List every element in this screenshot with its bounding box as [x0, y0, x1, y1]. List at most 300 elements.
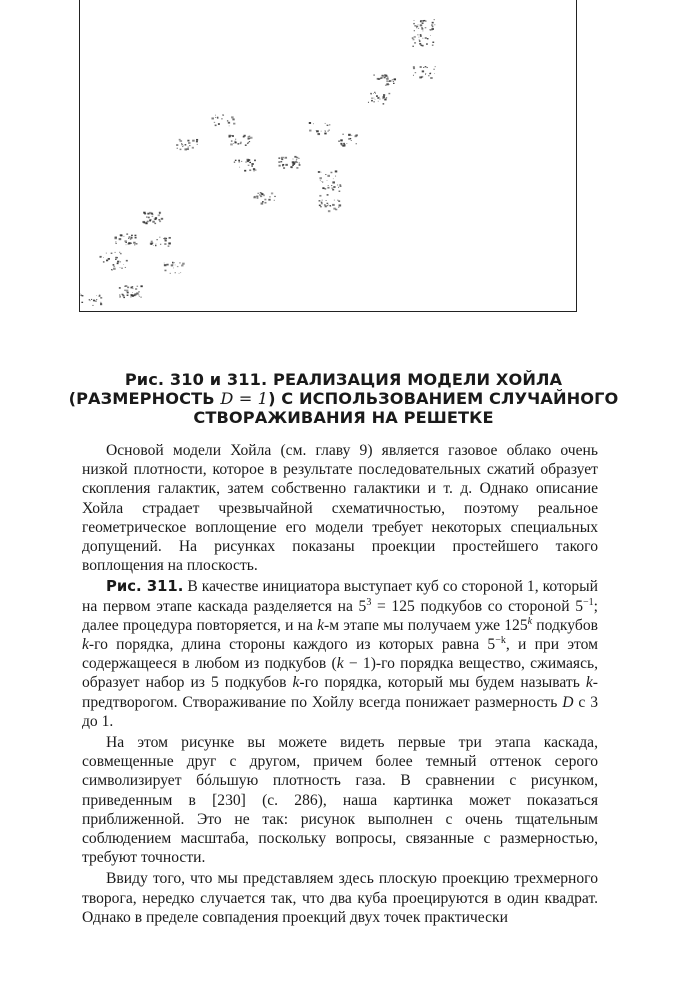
speckle-dot — [80, 295, 82, 296]
speckle-dot — [217, 117, 218, 118]
speckle-dot — [247, 143, 248, 144]
speckle-dot — [262, 201, 264, 202]
speckle-dot — [253, 170, 255, 171]
speckle-dot — [112, 270, 113, 271]
speckle-dot — [339, 191, 341, 192]
speckle-dot — [238, 161, 240, 162]
caption-math-d: D = 1 — [220, 389, 269, 408]
speckle-dot — [261, 203, 264, 205]
speckle-dot — [113, 266, 115, 267]
speckle-dot — [120, 234, 122, 236]
speckle-dot — [425, 37, 427, 39]
speckle-dot — [164, 263, 165, 264]
speckle-dot — [174, 262, 175, 263]
speckle-dot — [81, 302, 83, 303]
speckle-dot — [386, 97, 387, 98]
speckle-dot — [393, 83, 394, 84]
speckle-dot — [99, 295, 100, 296]
speckle-dot — [130, 287, 132, 288]
speckle-dot — [237, 143, 239, 144]
speckle-dot — [124, 290, 126, 291]
speckle-dot — [381, 75, 383, 76]
speckle-dot — [291, 167, 293, 169]
speckle-dot — [388, 93, 390, 94]
speckle-dot — [154, 218, 156, 220]
speckle-dot — [332, 189, 334, 191]
speckle-dot — [147, 213, 149, 215]
speckle-dot — [111, 253, 113, 254]
speckle-dot — [172, 262, 173, 263]
speckle-dot — [278, 161, 280, 163]
speckle-dot — [387, 77, 388, 78]
speckle-dot — [122, 295, 124, 297]
speckle-dot — [379, 99, 380, 100]
speckle-dot — [181, 265, 183, 267]
speckle-dot — [132, 288, 133, 289]
speckle-dot — [371, 98, 373, 99]
speckle-dot — [234, 162, 235, 163]
speckle-dot — [383, 96, 385, 98]
speckle-dot — [140, 285, 142, 287]
speckle-dot — [331, 185, 332, 186]
speckle-dot — [417, 34, 418, 35]
speckle-dot — [393, 81, 394, 82]
speckle-dot — [251, 165, 253, 166]
speckle-dot — [271, 192, 273, 194]
speckle-dot — [124, 286, 126, 287]
speckle-dot — [421, 27, 422, 28]
speckle-dot — [324, 204, 326, 205]
speckle-dot — [321, 181, 322, 182]
speckle-dot — [233, 143, 234, 144]
speckle-dot — [416, 26, 418, 28]
speckle-dot — [244, 135, 246, 137]
speckle-dot — [332, 181, 335, 183]
figure-caption — [60, 370, 627, 427]
speckle-dot — [249, 162, 251, 163]
speckle-dot — [386, 80, 388, 82]
speckle-dot — [375, 99, 376, 100]
speckle-dot — [113, 268, 116, 270]
speckle-dot — [150, 243, 152, 245]
speckle-dot — [152, 221, 154, 223]
speckle-dot — [89, 299, 90, 300]
speckle-dot — [337, 184, 338, 185]
speckle-dot — [211, 117, 213, 119]
speckle-dot — [416, 28, 417, 29]
speckle-dot — [238, 160, 240, 161]
speckle-dot — [115, 236, 117, 238]
speckle-dot — [425, 74, 426, 75]
speckle-dot — [420, 34, 422, 35]
speckle-dot — [320, 206, 322, 207]
speckle-dot — [117, 263, 119, 264]
speckle-dot — [280, 161, 282, 162]
speckle-dot — [131, 237, 133, 238]
speckle-dot — [278, 157, 280, 158]
speckle-dot — [227, 120, 228, 121]
speckle-dot — [342, 134, 343, 135]
speckle-dot — [264, 202, 266, 204]
speckle-dot — [175, 272, 176, 273]
speckle-dot — [432, 26, 434, 27]
speckle-dot — [335, 176, 336, 177]
speckle-dot — [154, 223, 156, 224]
speckle-dot — [435, 66, 436, 67]
speckle-dot — [126, 244, 127, 245]
speckle-dot — [136, 292, 138, 294]
speckle-dot — [413, 20, 414, 21]
speckle-dot — [384, 77, 386, 79]
speckle-dot — [188, 147, 189, 148]
speckle-dot — [422, 38, 423, 39]
speckle-dot — [127, 292, 129, 294]
speckle-dot — [229, 126, 230, 127]
speckle-dot — [136, 243, 138, 244]
speckle-dot — [257, 193, 258, 194]
speckle-dot — [340, 185, 342, 186]
speckle-dot — [281, 159, 283, 160]
speckle-dot — [181, 143, 182, 144]
speckle-dot — [130, 296, 131, 297]
speckle-dot — [274, 200, 275, 201]
speckle-dot — [144, 212, 145, 213]
speckle-dot — [137, 286, 138, 287]
speckle-dot — [100, 303, 102, 305]
speckle-dot — [127, 295, 129, 296]
caption-line-3: СТВОРАЖИВАНИЯ НА РЕШЕТКЕ — [193, 408, 494, 427]
speckle-dot — [159, 237, 160, 238]
speckle-dot — [432, 42, 434, 43]
speckle-dot — [427, 38, 429, 39]
speckle-dot — [292, 159, 293, 160]
speckle-dot — [100, 297, 102, 299]
speckle-dot — [149, 220, 151, 221]
speckle-dot — [320, 180, 321, 181]
speckle-dot — [163, 238, 164, 239]
speckle-dot — [133, 242, 135, 244]
speckle-dot — [115, 259, 116, 260]
speckle-dot — [296, 167, 298, 169]
speckle-dot — [181, 144, 183, 145]
speckle-dot — [134, 244, 135, 245]
speckle-dot — [125, 242, 126, 243]
speckle-dot — [427, 67, 428, 68]
speckle-dot — [330, 172, 332, 173]
speckle-dot — [422, 31, 423, 32]
speckle-dot — [120, 253, 122, 254]
speckle-dot — [159, 221, 161, 223]
speckle-dot — [425, 27, 427, 28]
speckle-dot — [430, 77, 432, 79]
speckle-dot — [119, 238, 122, 240]
speckle-dot — [429, 73, 431, 74]
speckle-dot — [132, 295, 134, 297]
speckle-dot — [179, 139, 181, 140]
speckle-dot — [249, 169, 251, 171]
speckle-dot — [123, 264, 124, 265]
speckle-dot — [131, 235, 133, 236]
speckle-dot — [144, 222, 146, 223]
speckle-dot — [338, 187, 339, 188]
speckle-dot — [179, 262, 180, 263]
speckle-dot — [351, 140, 352, 141]
speckle-dot — [284, 157, 287, 159]
speckle-dot — [164, 243, 166, 245]
speckle-dot — [373, 93, 374, 94]
speckle-dot — [338, 207, 339, 208]
speckle-dot — [414, 30, 415, 31]
speckle-dot — [121, 268, 122, 269]
speckle-dot — [420, 20, 421, 21]
speckle-dot — [253, 168, 255, 170]
speckle-dot — [126, 260, 128, 262]
speckle-dot — [187, 140, 189, 142]
speckle-dot — [423, 67, 424, 68]
speckle-dot — [413, 23, 415, 24]
speckle-dot — [106, 253, 107, 254]
speckle-dot — [172, 263, 173, 264]
speckle-dot — [248, 165, 250, 166]
speckle-dot — [119, 287, 121, 288]
speckle-dot — [319, 177, 321, 179]
speckle-dot — [182, 263, 184, 265]
caption-line-1: Рис. 310 и 311. РЕАЛИЗАЦИЯ МОДЕЛИ ХОЙЛА — [124, 370, 563, 389]
speckle-dot — [422, 22, 424, 23]
speckle-dot — [120, 296, 121, 297]
speckle-dot — [419, 40, 420, 41]
speckle-dot — [375, 93, 376, 94]
speckle-dot — [158, 219, 160, 220]
speckle-dot — [322, 182, 323, 183]
speckle-dot — [327, 203, 329, 204]
speckle-dot — [413, 66, 415, 68]
speckle-dot — [374, 92, 375, 93]
speckle-dot — [268, 199, 270, 201]
speckle-dot — [324, 133, 326, 135]
speckle-dot — [146, 222, 147, 223]
speckle-dot — [330, 205, 331, 206]
speckle-dot — [418, 28, 419, 29]
speckle-dot — [325, 174, 326, 175]
speckle-dot — [171, 264, 173, 266]
speckle-dot — [283, 167, 285, 169]
speckle-dot — [235, 160, 237, 161]
speckle-dot — [113, 264, 115, 265]
speckle-dot — [255, 196, 256, 197]
speckle-dot — [215, 125, 217, 127]
speckle-dot — [422, 70, 424, 72]
speckle-dot — [147, 221, 149, 223]
speckle-dot — [233, 123, 235, 125]
speckle-dot — [322, 187, 324, 189]
speckle-dot — [138, 291, 140, 292]
speckle-dot — [385, 75, 387, 76]
speckle-dot — [414, 42, 416, 44]
speckle-dot — [218, 123, 220, 124]
speckle-dot — [420, 45, 422, 46]
speckle-dot — [128, 243, 130, 245]
cluster-plot — [80, 0, 576, 311]
speckle-dot — [383, 94, 385, 96]
speckle-dot — [327, 125, 329, 126]
speckle-dot — [164, 270, 166, 272]
speckle-dot — [283, 157, 284, 158]
speckle-dot — [126, 290, 128, 292]
speckle-dot — [241, 161, 242, 162]
speckle-dot — [420, 35, 422, 36]
speckle-dot — [421, 28, 423, 29]
speckle-dot — [180, 272, 181, 273]
speckle-dot — [160, 244, 161, 245]
speckle-dot — [418, 37, 419, 38]
speckle-dot — [170, 273, 171, 274]
speckle-dot — [249, 138, 250, 139]
speckle-dot — [368, 102, 369, 103]
speckle-dot — [274, 196, 275, 197]
speckle-dot — [132, 292, 133, 293]
speckle-dot — [245, 161, 247, 162]
speckle-dot — [380, 78, 381, 79]
speckle-dot — [419, 43, 421, 45]
speckle-dot — [433, 69, 434, 70]
speckle-dot — [339, 184, 341, 185]
speckle-dot — [389, 80, 391, 82]
speckle-dot — [117, 261, 119, 263]
speckle-dot — [431, 24, 433, 25]
speckle-dot — [425, 73, 426, 74]
paragraph-3: На этом рисунке вы можете видеть первые три этапа каскада, совмещенные друг с другом, причем более темный оттенок серого символизирует бóльшую плотность газа. В сравнении с рисунком, приведенным в [230] (с. 286), наша картинка может показаться приближенной. Это не так: рисунок выполнен с очень тщательным соблюдением масштаба, поскольку вопросы, связанные с размерностью, требуют точности. — [82, 734, 598, 867]
speckle-dot — [309, 122, 311, 124]
speckle-dot — [371, 94, 372, 95]
speckle-dot — [138, 295, 139, 296]
speckle-dot — [96, 299, 97, 300]
speckle-dot — [425, 66, 427, 67]
speckle-dot — [434, 24, 435, 25]
speckle-dot — [196, 139, 198, 141]
speckle-dot — [338, 200, 340, 201]
speckle-dot — [134, 235, 136, 236]
speckle-dot — [337, 200, 338, 201]
speckle-dot — [386, 83, 388, 85]
speckle-dot — [422, 20, 424, 21]
speckle-dot — [292, 163, 295, 165]
speckle-dot — [386, 78, 388, 80]
speckle-dot — [261, 193, 263, 195]
speckle-dot — [413, 67, 415, 69]
speckle-dot — [196, 141, 198, 143]
speckle-dot — [114, 252, 115, 253]
speckle-dot — [119, 295, 120, 296]
speckle-dot — [215, 117, 216, 118]
speckle-dot — [412, 46, 414, 47]
speckle-dot — [434, 19, 435, 20]
speckle-dot — [123, 236, 124, 237]
speckle-dot — [120, 267, 121, 268]
speckle-dot — [249, 141, 250, 142]
speckle-dot — [413, 39, 415, 40]
speckle-dot — [432, 45, 434, 46]
speckle-dot — [119, 252, 120, 253]
speckle-dot — [434, 73, 435, 74]
speckle-dot — [343, 143, 345, 144]
speckle-dot — [156, 239, 157, 240]
fig-311-label: Рис. 311. — [106, 578, 184, 596]
speckle-dot — [187, 148, 189, 150]
speckle-dot — [95, 300, 97, 302]
speckle-dot — [325, 205, 327, 207]
speckle-dot — [92, 305, 93, 306]
speckle-dot — [175, 265, 176, 266]
speckle-dot — [229, 136, 231, 138]
speckle-dot — [240, 143, 242, 144]
speckle-dot — [222, 114, 223, 115]
speckle-dot — [332, 204, 335, 206]
speckle-dot — [232, 118, 234, 120]
speckle-dot — [100, 302, 101, 303]
speckle-dot — [432, 22, 434, 24]
speckle-dot — [135, 237, 137, 239]
speckle-dot — [371, 100, 373, 101]
speckle-dot — [152, 216, 154, 217]
speckle-dot — [189, 145, 190, 146]
speckle-dot — [339, 204, 342, 206]
speckle-dot — [334, 200, 335, 201]
speckle-dot — [153, 245, 154, 246]
speckle-dot — [383, 103, 385, 104]
speckle-dot — [254, 160, 256, 162]
speckle-dot — [326, 200, 327, 201]
speckle-dot — [188, 142, 190, 144]
speckle-dot — [173, 268, 174, 269]
speckle-dot — [335, 209, 337, 211]
speckle-dot — [324, 131, 325, 132]
speckle-dot — [373, 101, 375, 102]
speckle-dot — [415, 72, 416, 73]
speckle-dot — [161, 218, 163, 220]
speckle-dot — [234, 141, 235, 142]
speckle-dot — [333, 186, 335, 188]
speckle-dot — [100, 256, 102, 258]
speckle-dot — [154, 219, 155, 220]
speckle-dot — [214, 122, 215, 123]
speckle-dot — [318, 171, 320, 173]
speckle-dot — [90, 300, 91, 301]
speckle-dot — [412, 37, 414, 38]
speckle-dot — [419, 40, 421, 41]
speckle-dot — [221, 118, 223, 119]
speckle-dot — [297, 162, 298, 163]
speckle-dot — [319, 195, 321, 197]
speckle-dot — [247, 160, 249, 162]
speckle-dot — [350, 138, 351, 139]
speckle-dot — [420, 66, 422, 68]
speckle-dot — [316, 130, 319, 132]
speckle-dot — [295, 161, 297, 163]
speckle-dot — [379, 97, 380, 98]
paragraph-1: Основой модели Хойла (см. главу 9) является газовое облако очень низкой плотности, которое в результате последовательных сжатий образует скопления галактик, затем собственно галактики и т. д. Однако описание Хойла страдает чрезвычайной схематичностью, поэтому реальное геометрическое воплощение его модели требует некоторых специальных допущений. На рисунках показаны проекции простейшего такого воплощения на плоскость. — [82, 442, 598, 575]
speckle-dot — [231, 135, 232, 136]
speckle-dot — [299, 164, 301, 165]
speckle-dot — [321, 202, 322, 203]
speckle-dot — [156, 244, 157, 245]
speckle-dot — [182, 146, 183, 147]
speckle-dot — [239, 167, 240, 168]
speckle-dot — [278, 165, 280, 167]
speckle-dot — [313, 123, 314, 124]
speckle-dot — [346, 143, 347, 144]
paragraph-2: Рис. 311. В качестве инициатора выступает куб со стороной 1, который на первом этапе каскада разделяется на $5^3 = 125$ подкубов со стороной $5^{-1}$; далее процедура повторяется, и на k-м этапе мы получаем уже 125$^k$ подкубов k-го порядка, длина стороны каждого из которых равна $5^{-k}$, и при этом содержащееся в любом из подкубов (k − 1)-го порядка вещество, сжимаясь, образует набор из 5 подкубов k-го порядка, который мы будем называть k-предтворогом. Створаживание по Хойлу всегда понижает размерность D с 3 до 1. — [82, 578, 599, 730]
